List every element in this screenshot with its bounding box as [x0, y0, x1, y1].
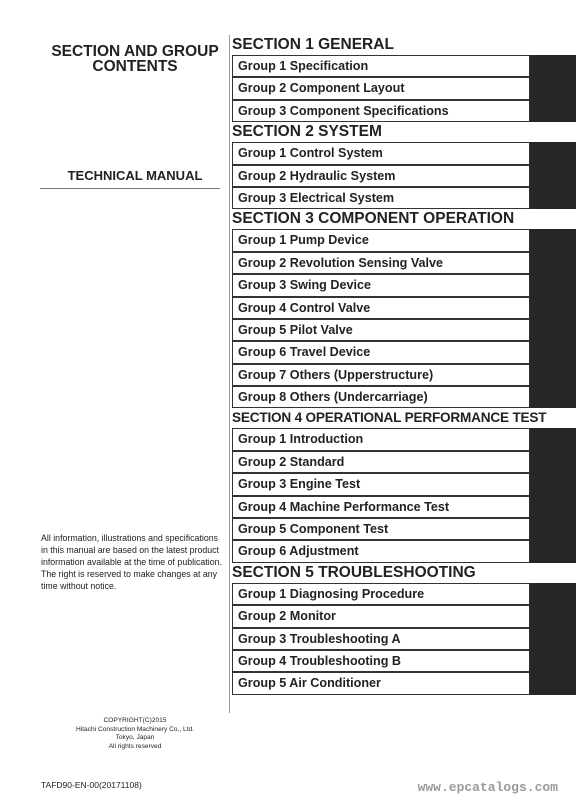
group-link[interactable]: Group 1 Introduction: [232, 428, 530, 450]
section-heading[interactable]: SECTION 5 TROUBLESHOOTING: [232, 563, 476, 581]
manual-label-divider: [40, 188, 220, 189]
disclaimer-text: All information, illustrations and specifications in this manual are based on the latest product information available at the time of publication. The right is reserved to make changes at any time without notice.: [41, 533, 222, 591]
group-row[interactable]: [230, 451, 576, 473]
group-row[interactable]: [230, 386, 576, 408]
group-link[interactable]: Group 5 Component Test: [232, 518, 530, 540]
section-index-tab: [530, 319, 576, 341]
copyright-location: Tokyo, Japan: [115, 734, 155, 741]
contents-title-line1: SECTION AND GROUP: [51, 43, 219, 60]
group-link[interactable]: Group 1 Pump Device: [232, 229, 530, 251]
section-index-tab: [530, 628, 576, 650]
section-heading[interactable]: SECTION 2 SYSTEM: [232, 123, 382, 141]
group-link[interactable]: Group 2 Monitor: [232, 605, 530, 627]
copyright-line: COPYRIGHT(C)2015: [103, 717, 167, 724]
group-row[interactable]: [230, 319, 576, 341]
section-index-tab: [530, 583, 576, 605]
group-row[interactable]: [230, 583, 576, 605]
section-heading[interactable]: SECTION 3 COMPONENT OPERATION: [232, 210, 515, 228]
group-link[interactable]: Group 5 Pilot Valve: [232, 319, 530, 341]
section-index-tab: [530, 274, 576, 296]
group-link[interactable]: Group 3 Troubleshooting A: [232, 628, 530, 650]
group-link[interactable]: Group 4 Control Valve: [232, 297, 530, 319]
group-link[interactable]: Group 3 Component Specifications: [232, 100, 530, 122]
group-row[interactable]: [230, 650, 576, 672]
group-link[interactable]: Group 1 Specification: [232, 55, 530, 77]
group-link[interactable]: Group 4 Troubleshooting B: [232, 650, 530, 672]
section-index-tab: [530, 451, 576, 473]
group-link[interactable]: Group 2 Revolution Sensing Valve: [232, 252, 530, 274]
group-row[interactable]: [230, 77, 576, 99]
group-row[interactable]: [230, 341, 576, 363]
section-index-tab: [530, 386, 576, 408]
section-index-tab: [530, 473, 576, 495]
group-row[interactable]: [230, 364, 576, 386]
group-link[interactable]: Group 6 Travel Device: [232, 341, 530, 363]
group-link[interactable]: Group 3 Electrical System: [232, 187, 530, 209]
group-row[interactable]: [230, 55, 576, 77]
group-link[interactable]: Group 2 Component Layout: [232, 77, 530, 99]
group-link[interactable]: Group 7 Others (Upperstructure): [232, 364, 530, 386]
group-row[interactable]: [230, 274, 576, 296]
section-index-tab: [530, 496, 576, 518]
group-row[interactable]: [230, 496, 576, 518]
group-link[interactable]: Group 4 Machine Performance Test: [232, 496, 530, 518]
section-index-tab: [530, 100, 576, 122]
group-row[interactable]: [230, 518, 576, 540]
group-link[interactable]: Group 2 Hydraulic System: [232, 165, 530, 187]
group-row[interactable]: [230, 672, 576, 694]
section-index-tab: [530, 77, 576, 99]
group-link[interactable]: Group 1 Diagnosing Procedure: [232, 583, 530, 605]
group-row[interactable]: [230, 187, 576, 209]
section-index-tab: [530, 55, 576, 77]
group-link[interactable]: Group 6 Adjustment: [232, 540, 530, 562]
group-row[interactable]: [230, 165, 576, 187]
section-index-tab: [530, 142, 576, 164]
watermark-text: www.epcatalogs.com: [417, 780, 558, 795]
section-index-tab: [530, 229, 576, 251]
group-link[interactable]: Group 3 Swing Device: [232, 274, 530, 296]
group-row[interactable]: [230, 142, 576, 164]
group-row[interactable]: [230, 540, 576, 562]
section-index-tab: [530, 297, 576, 319]
section-index-tab: [530, 650, 576, 672]
section-index-tab: [530, 672, 576, 694]
group-row[interactable]: [230, 297, 576, 319]
table-of-contents: [230, 35, 576, 695]
group-row[interactable]: [230, 252, 576, 274]
section-index-tab: [530, 187, 576, 209]
group-row[interactable]: [230, 628, 576, 650]
group-row[interactable]: [230, 473, 576, 495]
group-link[interactable]: Group 1 Control System: [232, 142, 530, 164]
group-link[interactable]: Group 8 Others (Undercarriage): [232, 386, 530, 408]
section-index-tab: [530, 428, 576, 450]
group-row[interactable]: [230, 428, 576, 450]
document-number: TAFD90-EN-00(20171108): [41, 780, 142, 790]
copyright-block: [40, 717, 230, 751]
technical-manual-label: TECHNICAL MANUAL: [67, 168, 203, 183]
copyright-company: Hitachi Construction Machinery Co., Ltd.: [75, 725, 194, 733]
section-heading[interactable]: SECTION 4 OPERATIONAL PERFORMANCE TEST: [232, 410, 547, 426]
section-index-tab: [530, 518, 576, 540]
group-link[interactable]: Group 2 Standard: [232, 451, 530, 473]
copyright-rights: All rights reserved: [108, 742, 162, 750]
group-row[interactable]: [230, 229, 576, 251]
section-index-tab: [530, 165, 576, 187]
contents-title-line2: CONTENTS: [92, 58, 178, 75]
group-row[interactable]: [230, 605, 576, 627]
section-index-tab: [530, 364, 576, 386]
section-index-tab: [530, 341, 576, 363]
group-row[interactable]: [230, 100, 576, 122]
group-link[interactable]: Group 3 Engine Test: [232, 473, 530, 495]
section-heading[interactable]: SECTION 1 GENERAL: [232, 36, 394, 53]
section-index-tab: [530, 252, 576, 274]
section-index-tab: [530, 540, 576, 562]
section-index-tab: [530, 605, 576, 627]
contents-title: [40, 44, 230, 74]
group-link[interactable]: Group 5 Air Conditioner: [232, 672, 530, 694]
